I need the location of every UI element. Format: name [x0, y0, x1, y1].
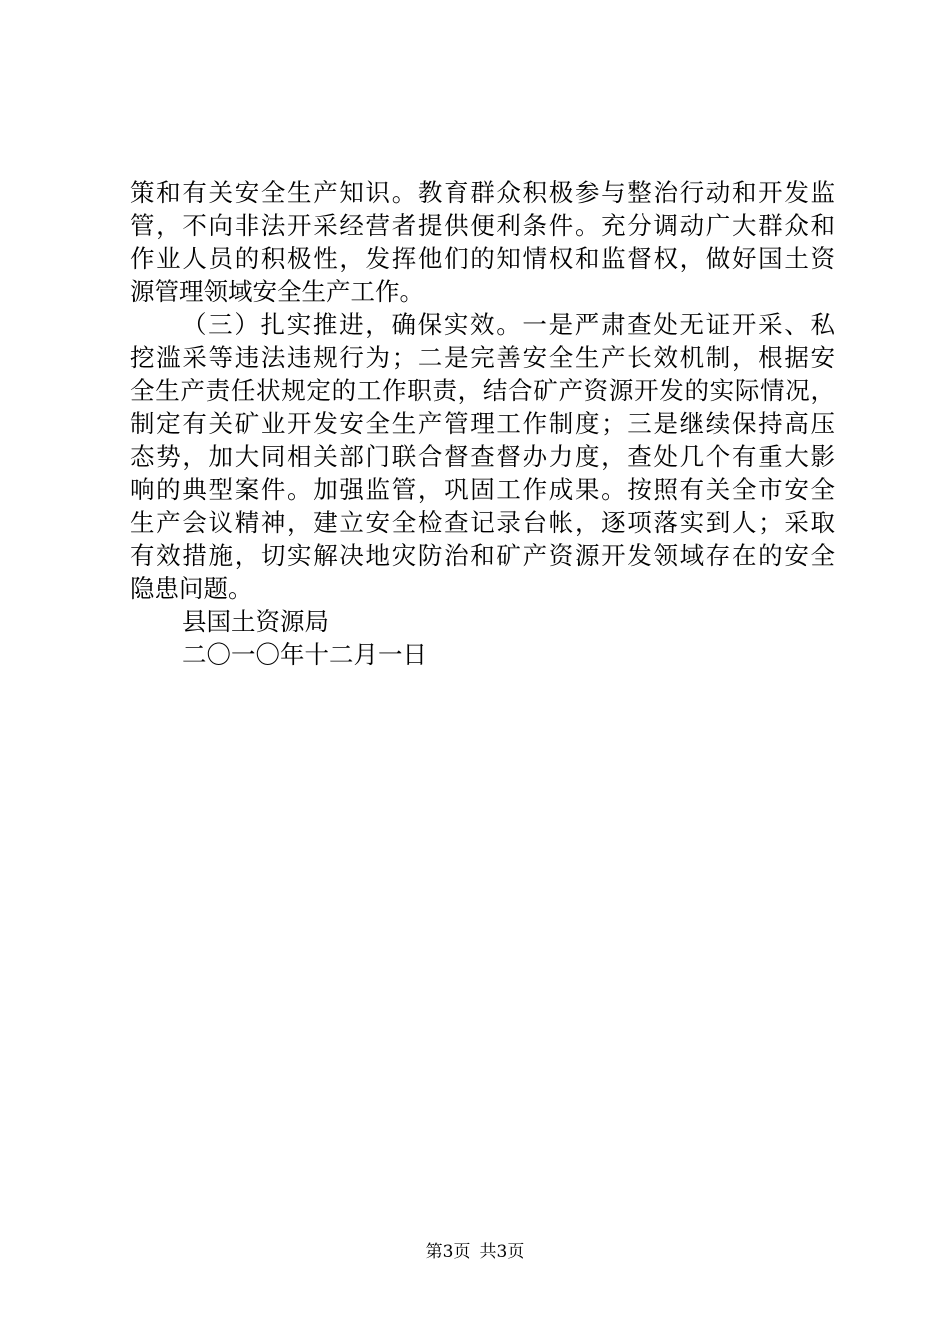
text-line: （三）扎实推进，确保实效。一是严肃查处无证开采、私	[182, 310, 835, 339]
text-line: 响的典型案件。加强监管，巩固工作成果。按照有关全市安全	[130, 475, 835, 504]
text-line: 作业人员的积极性，发挥他们的知情权和监督权，做好国土资	[130, 244, 835, 273]
text-line: 策和有关安全生产知识。教育群众积极参与整治行动和开发监	[130, 178, 835, 207]
page-number: 第3页	[425, 1242, 471, 1262]
text-line: 源管理领域安全生产工作。	[130, 277, 424, 306]
text-line: 有效措施，切实解决地灾防治和矿产资源开发领域存在的安全	[130, 541, 835, 570]
signature-date: 二〇一〇年十二月一日	[182, 640, 427, 669]
page-footer	[0, 1240, 950, 1264]
page-total: 共3页	[479, 1242, 525, 1262]
text-line: 生产会议精神，建立安全检查记录台帐，逐项落实到人；采取	[130, 508, 835, 537]
paragraph-continued	[130, 176, 835, 308]
signature-block	[130, 605, 835, 671]
text-line: 管，不向非法开采经营者提供便利条件。充分调动广大群众和	[130, 211, 835, 240]
text-line: 态势，加大同相关部门联合督查督办力度，查处几个有重大影	[130, 442, 835, 471]
signature-organization: 县国土资源局	[182, 607, 329, 636]
text-line: 挖滥采等违法违规行为；二是完善安全生产长效机制，根据安	[130, 343, 835, 372]
paragraph-three	[130, 308, 835, 605]
document-body	[130, 176, 835, 671]
text-line: 全生产责任状规定的工作职责，结合矿产资源开发的实际情况，	[130, 376, 835, 405]
text-line: 隐患问题。	[130, 574, 253, 603]
text-line: 制定有关矿业开发安全生产管理工作制度；三是继续保持高压	[130, 409, 835, 438]
